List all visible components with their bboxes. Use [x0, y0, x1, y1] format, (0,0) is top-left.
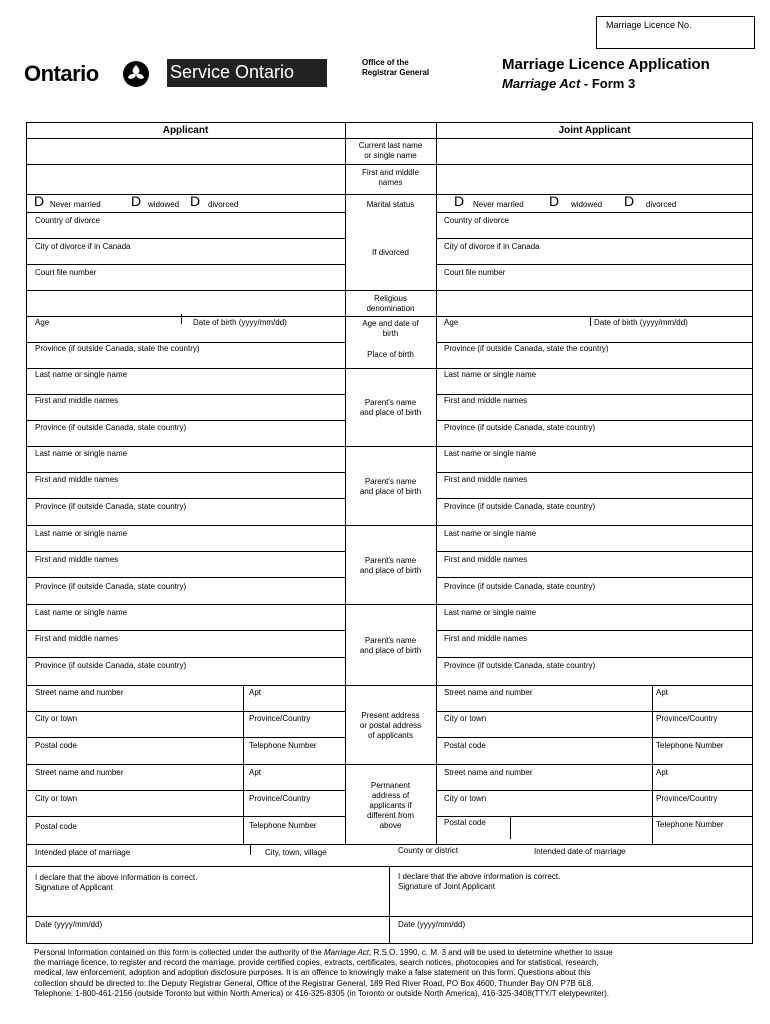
present-postal-label[interactable]: Postal code — [35, 741, 77, 750]
divider — [26, 525, 753, 526]
parent-last-name-label[interactable]: Last name or single name — [444, 370, 537, 379]
age-label[interactable]: Age — [444, 318, 459, 327]
permanent-street-label[interactable]: Street name and number — [444, 768, 533, 777]
declaration-joint: I declare that the above information is correct. — [398, 872, 561, 881]
present-apt-label[interactable]: Apt — [656, 688, 669, 697]
age-label[interactable]: Age — [35, 318, 50, 327]
divider — [345, 290, 436, 291]
divider — [26, 316, 753, 317]
parent-last-name-label[interactable]: Last name or single name — [35, 529, 128, 538]
divider — [250, 845, 251, 855]
present-telephone-label[interactable]: Telephone Number — [656, 741, 724, 750]
present-address-label — [345, 711, 436, 741]
joint-applicant-header: Joint Applicant — [558, 125, 631, 136]
never-married-label: Never married — [473, 200, 524, 209]
trillium-icon — [122, 60, 150, 88]
privacy-notice — [34, 948, 750, 999]
parent-name-label-line: Parent's name — [364, 556, 417, 565]
country-of-divorce-label[interactable]: Country of divorce — [444, 216, 509, 225]
marital-status-label — [345, 200, 436, 210]
permanent-address-label-line: Permanent — [370, 781, 411, 790]
present-address-label-line: Present address — [361, 711, 420, 720]
intended-date-label: Intended date of marriage — [534, 847, 626, 856]
divider — [26, 138, 753, 139]
parent-first-names-label[interactable]: First and middle names — [444, 634, 528, 643]
permanent-address-label-line: above — [379, 821, 402, 830]
divider — [26, 630, 345, 631]
signature-joint-label[interactable]: Signature of Joint Applicant — [398, 882, 495, 891]
parent-name-label — [345, 556, 436, 576]
divider — [26, 498, 345, 499]
permanent-city-label[interactable]: City or town — [444, 794, 487, 803]
divider — [652, 685, 653, 844]
city-of-divorce-label[interactable]: City of divorce if in Canada — [35, 242, 131, 251]
never-married-checkbox[interactable]: D — [34, 193, 45, 209]
present-province-label[interactable]: Province/Country — [249, 714, 311, 723]
parent-name-label-line: Parent's name — [364, 398, 417, 407]
date-joint-label[interactable]: Date (yyyy/mm/dd) — [398, 920, 466, 929]
place-of-birth-label — [345, 350, 436, 360]
present-city-label[interactable]: City or town — [35, 714, 78, 723]
present-street-label[interactable]: Street name and number — [35, 688, 124, 697]
applicant-header: Applicant — [162, 125, 209, 136]
divider — [436, 498, 753, 499]
permanent-postal-label[interactable]: Postal code — [35, 822, 77, 831]
if-divorced-label — [345, 248, 436, 258]
parent-name-label-line: Parent's name — [364, 636, 417, 645]
divider — [436, 394, 753, 395]
divider — [389, 866, 390, 944]
parent-last-name-label[interactable]: Last name or single name — [35, 370, 128, 379]
divider — [26, 394, 345, 395]
privacy-line: collection should be directed to: the Deputy Registrar General, Office of the Registrar General, 189 Red River Road, PO Box 4600, Thunder Bay ON P7B 6L8. — [34, 978, 594, 988]
place-of-birth-label-line: Place of birth — [367, 350, 414, 359]
parent-province-label[interactable]: Province (if outside Canada, state country) — [35, 502, 187, 511]
current-last-name-label-line: Current last name — [358, 141, 423, 150]
divider — [26, 737, 345, 738]
divider — [436, 577, 753, 578]
divider — [26, 657, 345, 658]
ontario-wordmark: Ontario — [24, 61, 99, 86]
divider — [436, 212, 753, 213]
permanent-province-label[interactable]: Province/Country — [249, 794, 311, 803]
licence-number-label: Marriage Licence No. — [606, 20, 692, 30]
country-of-divorce-label[interactable]: Country of divorce — [35, 216, 100, 225]
privacy-line: Telephone: 1-800-461-2156 (outside Toronto but within North America) or 416-325-8305 (in Toronto or outside North America), 416-325-3408(TTY/T eletypewriter). — [34, 988, 609, 998]
divider — [436, 816, 753, 817]
signature-applicant-label[interactable]: Signature of Applicant — [35, 883, 113, 892]
county-district-label: County or district — [398, 846, 459, 855]
parent-last-name-label[interactable]: Last name or single name — [35, 449, 128, 458]
permanent-street-label[interactable]: Street name and number — [35, 768, 124, 777]
divider — [26, 551, 345, 552]
divider — [510, 816, 511, 839]
date-applicant-label[interactable]: Date (yyyy/mm/dd) — [35, 920, 103, 929]
never-married-label: Never married — [50, 200, 101, 209]
licence-number-field[interactable] — [596, 16, 755, 49]
date-of-birth-label[interactable]: Date of birth (yyyy/mm/dd) — [193, 318, 287, 327]
parent-name-label — [345, 477, 436, 497]
privacy-text: Personal Information contained on this form is collected under the authority of the — [34, 948, 324, 957]
present-address-label-line: or postal address — [359, 721, 422, 730]
parent-first-names-label[interactable]: First and middle names — [35, 555, 119, 564]
marital-status-label-line: Marital status — [366, 200, 415, 209]
permanent-address-label-line: address of — [371, 791, 410, 800]
age-dob-label-line: birth — [382, 329, 399, 338]
parent-province-label[interactable]: Province (if outside Canada, state country) — [444, 423, 596, 432]
divider — [26, 290, 345, 291]
parent-province-label[interactable]: Province (if outside Canada, state country) — [444, 582, 596, 591]
permanent-province-label[interactable]: Province/Country — [656, 794, 718, 803]
act-name: Marriage Act — [502, 76, 581, 91]
divider — [26, 577, 345, 578]
permanent-city-label[interactable]: City or town — [35, 794, 78, 803]
divider — [26, 916, 753, 917]
present-street-label[interactable]: Street name and number — [444, 688, 533, 697]
intended-place-label: Intended place of marriage — [35, 848, 131, 857]
parent-name-label — [345, 636, 436, 656]
widowed-label: widowed — [571, 200, 603, 209]
parent-province-label[interactable]: Province (if outside Canada, state country) — [35, 423, 187, 432]
divider — [436, 657, 753, 658]
divider — [26, 844, 753, 845]
present-apt-label[interactable]: Apt — [249, 688, 262, 697]
parent-last-name-label[interactable]: Last name or single name — [444, 608, 537, 617]
divider — [26, 212, 345, 213]
parent-name-label-line: and place of birth — [359, 566, 422, 575]
divider — [26, 790, 345, 791]
parent-last-name-label[interactable]: Last name or single name — [444, 529, 537, 538]
parent-province-label[interactable]: Province (if outside Canada, state country) — [35, 582, 187, 591]
age-dob-label-line: Age and date of — [362, 319, 419, 328]
permanent-address-label-line: different from — [367, 811, 414, 820]
divorced-checkbox[interactable]: D — [190, 193, 201, 209]
first-middle-names-label — [345, 168, 436, 188]
declaration-applicant: I declare that the above information is correct. — [35, 873, 198, 882]
divider — [26, 685, 753, 686]
divider — [26, 368, 753, 369]
divider — [26, 604, 753, 605]
parent-province-label[interactable]: Province (if outside Canada, state country) — [444, 502, 596, 511]
divider — [436, 630, 753, 631]
religious-denomination-label — [345, 294, 436, 314]
date-of-birth-label[interactable]: Date of birth (yyyy/mm/dd) — [594, 318, 688, 327]
parent-province-label[interactable]: Province (if outside Canada, state country) — [444, 661, 596, 670]
never-married-checkbox[interactable]: D — [454, 193, 465, 209]
privacy-line: the marriage licence, to register and record the marriage, provide certified copies, extracts, certificates, search notices, photocopies and for statistical, research, — [34, 958, 599, 968]
widowed-checkbox[interactable]: D — [549, 193, 560, 209]
present-address-label-line: of applicants — [368, 731, 413, 740]
current-last-name-label-line: or single name — [364, 151, 417, 160]
office-line-1: Office of the — [362, 58, 409, 67]
widowed-checkbox[interactable]: D — [131, 193, 142, 209]
divider — [26, 164, 753, 165]
religious-denomination-label-line: Religious — [374, 294, 407, 303]
permanent-telephone-label[interactable]: Telephone Number — [656, 820, 724, 829]
divider — [26, 238, 345, 239]
permanent-address-label — [345, 781, 436, 831]
divider — [26, 342, 345, 343]
parent-first-names-label[interactable]: First and middle names — [35, 475, 119, 484]
divider — [436, 737, 753, 738]
parent-name-label-line: and place of birth — [359, 487, 422, 496]
divider — [436, 551, 753, 552]
divider — [436, 264, 753, 265]
parent-province-label[interactable]: Province (if outside Canada, state country) — [35, 661, 187, 670]
divider — [26, 264, 345, 265]
parent-last-name-label[interactable]: Last name or single name — [444, 449, 537, 458]
permanent-apt-label[interactable]: Apt — [656, 768, 669, 777]
parent-last-name-label[interactable]: Last name or single name — [35, 608, 128, 617]
present-postal-label[interactable]: Postal code — [444, 741, 486, 750]
permanent-telephone-label[interactable]: Telephone Number — [249, 821, 317, 830]
permanent-address-label-line: applicants if — [369, 801, 412, 810]
religious-denomination-label-line: denomination — [366, 304, 415, 313]
divider — [590, 316, 591, 326]
divider — [26, 764, 753, 765]
divider — [26, 472, 345, 473]
privacy-line — [34, 948, 750, 958]
divider — [26, 446, 753, 447]
service-ontario-badge — [167, 59, 327, 87]
permanent-postal-label[interactable]: Postal code — [444, 818, 486, 827]
province-of-birth-label[interactable]: Province (if outside Canada, state the country) — [444, 344, 609, 353]
divider — [26, 420, 345, 421]
form-number: - Form 3 — [580, 76, 636, 91]
divider — [26, 711, 345, 712]
province-of-birth-label[interactable]: Province (if outside Canada, state the country) — [35, 344, 200, 353]
present-city-label[interactable]: City or town — [444, 714, 487, 723]
if-divorced-label-line: If divorced — [372, 248, 409, 257]
parent-name-label — [345, 398, 436, 418]
parent-first-names-label[interactable]: First and middle names — [35, 396, 119, 405]
present-province-label[interactable]: Province/Country — [656, 714, 718, 723]
divider — [243, 685, 244, 844]
first-middle-names-label-line: First and middle — [362, 168, 419, 177]
permanent-apt-label[interactable]: Apt — [249, 768, 262, 777]
current-last-name-label — [345, 141, 436, 161]
divorced-label: divorced — [208, 200, 239, 209]
parent-first-names-label[interactable]: First and middle names — [444, 475, 528, 484]
parent-name-label-line: and place of birth — [359, 646, 422, 655]
service-ontario-label: Service Ontario — [170, 62, 295, 82]
divider — [181, 314, 182, 324]
divider — [436, 790, 753, 791]
divider — [26, 816, 345, 817]
divider — [436, 472, 753, 473]
city-town-village-label: City, town, village — [265, 848, 327, 857]
office-line-2: Registrar General — [362, 68, 430, 77]
divider — [436, 342, 753, 343]
divorced-checkbox[interactable]: D — [624, 193, 635, 209]
form-subtitle — [502, 76, 635, 91]
divider — [436, 122, 437, 685]
form-title: Marriage Licence Application — [502, 56, 710, 73]
widowed-label: widowed — [148, 200, 180, 209]
divorced-label: divorced — [646, 200, 677, 209]
court-file-number-label[interactable]: Court file number — [35, 268, 97, 277]
divider — [436, 420, 753, 421]
parent-name-label-line: Parent's name — [364, 477, 417, 486]
privacy-text: , R.S.O. 1990, c. M. 3 and will be used to determine whether to issue — [369, 948, 613, 957]
age-dob-label — [345, 319, 436, 339]
parent-name-label-line: and place of birth — [359, 408, 422, 417]
divider — [436, 290, 753, 291]
present-telephone-label[interactable]: Telephone Number — [249, 741, 317, 750]
first-middle-names-label-line: names — [378, 178, 403, 187]
divider — [436, 238, 753, 239]
privacy-line: medical, law enforcement, adoption and adoption disclosure purposes. It is an offence to knowingly make a false statement on this form. Questions about this — [34, 968, 591, 978]
parent-first-names-label[interactable]: First and middle names — [444, 396, 528, 405]
court-file-number-label[interactable]: Court file number — [444, 268, 506, 277]
divider — [436, 711, 753, 712]
parent-first-names-label[interactable]: First and middle names — [35, 634, 119, 643]
city-of-divorce-label[interactable]: City of divorce if in Canada — [444, 242, 540, 251]
parent-first-names-label[interactable]: First and middle names — [444, 555, 528, 564]
act-name: Marriage Act — [323, 948, 370, 957]
